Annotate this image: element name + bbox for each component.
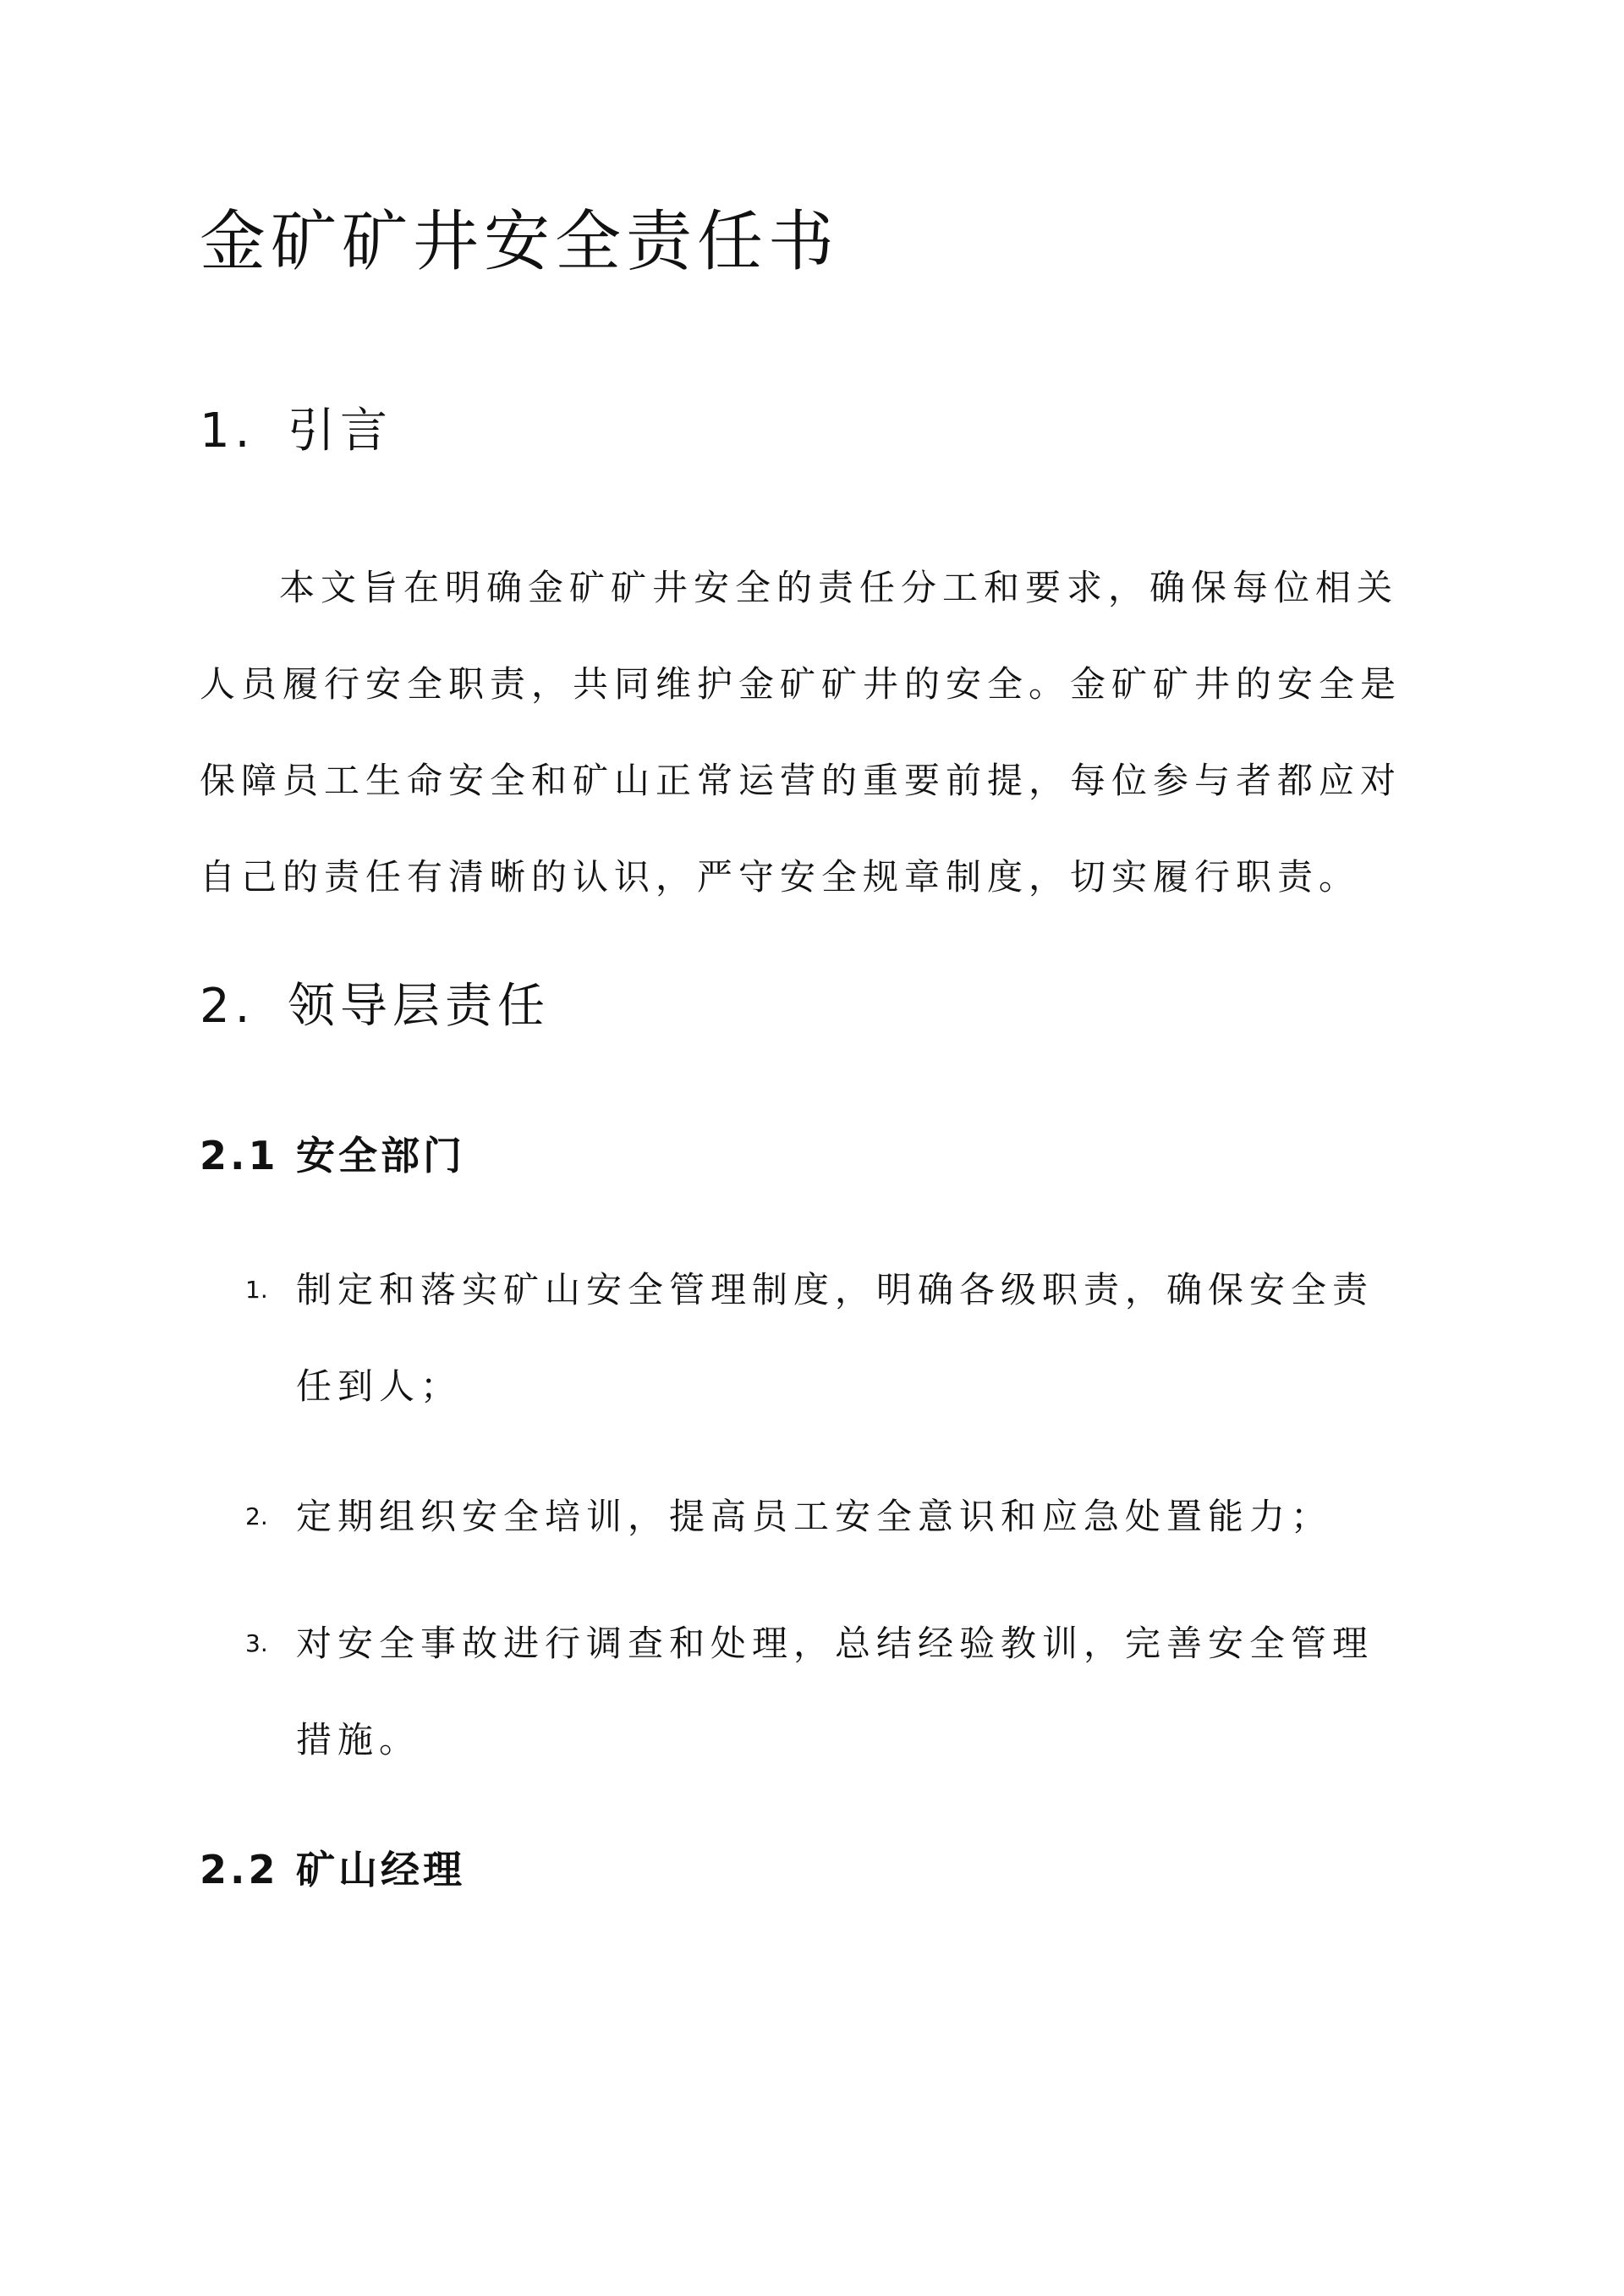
section-number: 2. — [200, 979, 255, 1034]
list-item-text: 制定和落实矿山安全管理制度，明确各级职责，确保安全责任到人； — [296, 1269, 1374, 1407]
section-heading-leadership — [200, 973, 550, 1041]
subsection-number: 2.1 — [200, 1133, 279, 1178]
list-marker: 2. — [245, 1502, 268, 1530]
list-marker: 1. — [245, 1276, 268, 1304]
section-title: 引言 — [288, 404, 392, 459]
document-title: 金矿矿井安全责任书 — [200, 204, 840, 280]
list-item-text: 对安全事故进行调查和处理，总结经验教训，完善安全管理措施。 — [296, 1623, 1374, 1760]
section-title: 领导层责任 — [288, 979, 550, 1034]
section-heading-introduction — [200, 398, 392, 465]
section-number: 1. — [200, 404, 255, 459]
subsection-heading-mine-manager — [200, 1843, 465, 1897]
list-item — [200, 1596, 1435, 1788]
introduction-paragraph: 本文旨在明确金矿矿井安全的责任分工和要求，确保每位相关人员履行安全职责，共同维护金矿矿井的安全。金矿矿井的安全是保障员工生命安全和矿山正常运营的重要前提，每位参与者都应对自己的责任有清晰的认识，严守安全规章制度，切实履行职责。 — [200, 567, 1402, 898]
list-item-text: 定期组织安全培训，提高员工安全意识和应急处置能力； — [296, 1496, 1333, 1537]
subsection-heading-safety-department — [200, 1129, 465, 1183]
subsection-title: 矿山经理 — [296, 1847, 465, 1892]
list-marker: 3. — [245, 1629, 268, 1657]
list-item — [200, 1469, 1435, 1565]
list-item — [200, 1242, 1435, 1435]
subsection-title: 安全部门 — [296, 1133, 465, 1178]
subsection-number: 2.2 — [200, 1847, 279, 1892]
